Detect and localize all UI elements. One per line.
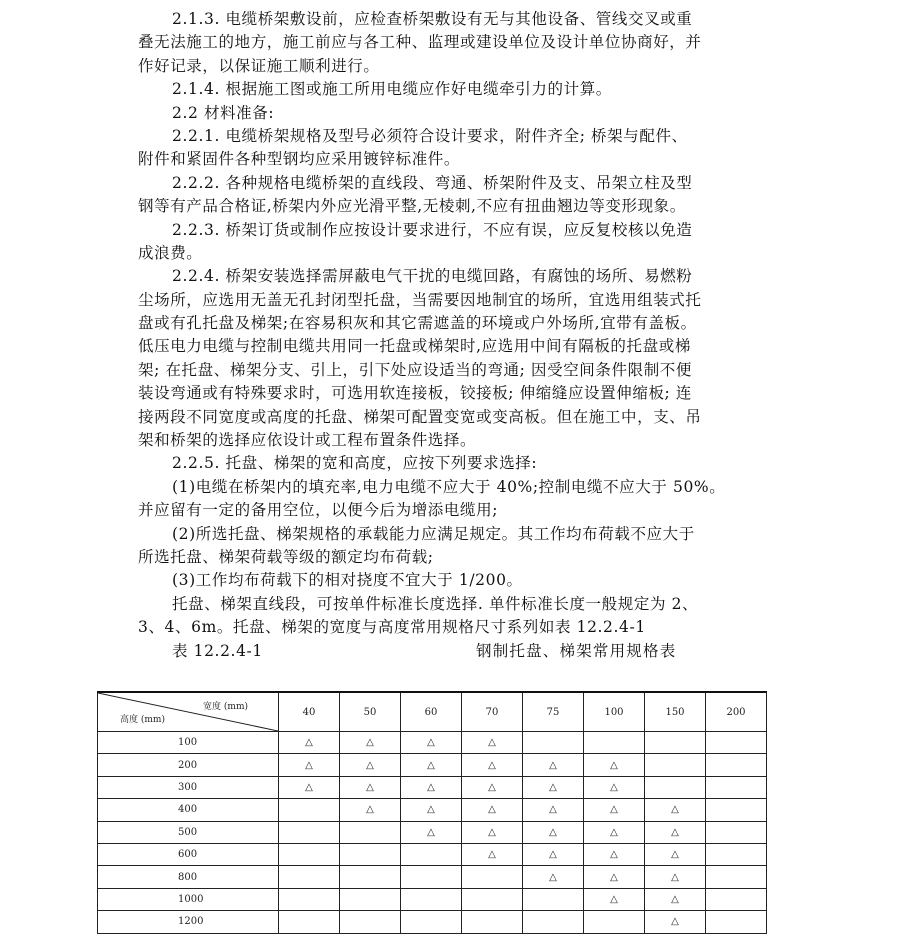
spec-cell (645, 732, 706, 754)
spec-cell: △ (523, 821, 584, 843)
spec-cell: △ (401, 754, 462, 776)
height-row-header: 200 (98, 754, 279, 776)
spec-cell (584, 732, 645, 754)
paragraph-line: 尘场所，应选用无盖无孔封闭型托盘，当需要因地制宜的场所，宜选用组装式托 (138, 290, 702, 309)
spec-cell: △ (523, 754, 584, 776)
spec-cell (462, 911, 523, 933)
height-row-header: 300 (98, 776, 279, 798)
table-row (98, 888, 767, 910)
table-title: 钢制托盘、梯架常用规格表 (476, 641, 677, 660)
spec-cell (340, 843, 401, 865)
spec-cell: △ (645, 866, 706, 888)
paragraph-line: 2.2.1. 电缆桥架规格及型号必须符合设计要求，附件齐全; 桥架与配件、 (172, 126, 688, 145)
spec-cell: △ (645, 888, 706, 910)
spec-cell (340, 911, 401, 933)
paragraph-line: 2.2.5. 托盘、梯架的宽和高度，应按下列要求选择: (172, 454, 538, 473)
width-column-header: 100 (584, 692, 645, 732)
table-row (98, 911, 767, 933)
paragraph-line: 架; 在托盘、梯架分支、引上，引下处应设适当的弯通; 因受空间条件限制不便 (138, 360, 693, 379)
height-row-header: 600 (98, 843, 279, 865)
spec-cell: △ (340, 776, 401, 798)
width-column-header: 40 (279, 692, 340, 732)
table-caption (138, 640, 778, 663)
spec-cell (401, 911, 462, 933)
spec-cell: △ (645, 821, 706, 843)
spec-cell (401, 888, 462, 910)
spec-cell: △ (523, 866, 584, 888)
width-column-header: 50 (340, 692, 401, 732)
spec-cell (340, 866, 401, 888)
spec-cell (279, 799, 340, 821)
spec-cell: △ (584, 843, 645, 865)
paragraph-line: 2.2.4. 桥架安装选择需屏蔽电气干扰的电缆回路，有腐蚀的场所、易燃粉 (172, 267, 693, 286)
spec-cell: △ (523, 843, 584, 865)
width-column-header: 150 (645, 692, 706, 732)
spec-cell (706, 843, 767, 865)
spec-cell: △ (584, 754, 645, 776)
spec-cell (706, 866, 767, 888)
spec-cell: △ (462, 843, 523, 865)
spec-cell: △ (279, 776, 340, 798)
paragraph-line: 托盘、梯架直线段，可按单件标准长度选择. 单件标准长度一般规定为 2、 (172, 594, 699, 613)
spec-cell (279, 911, 340, 933)
width-column-header: 70 (462, 692, 523, 732)
spec-cell (706, 821, 767, 843)
spec-cell (645, 754, 706, 776)
spec-cell: △ (279, 754, 340, 776)
spec-cell: △ (340, 754, 401, 776)
paragraph-line: 附件和紧固件各种型钢均应采用镀锌标准件。 (138, 150, 461, 169)
list-item: (2)所选托盘、梯架规格的承载能力应满足规定。其工作均布荷载不应大于 (172, 524, 695, 543)
paragraph-line: 作好记录，以保证施工顺利进行。 (138, 56, 380, 75)
spec-cell: △ (584, 866, 645, 888)
spec-cell (462, 888, 523, 910)
spec-cell (401, 866, 462, 888)
body-text (138, 8, 778, 663)
spec-cell: △ (584, 799, 645, 821)
spec-cell: △ (340, 799, 401, 821)
spec-cell: △ (340, 732, 401, 754)
spec-cell (340, 821, 401, 843)
spec-cell: △ (645, 799, 706, 821)
table-row (98, 799, 767, 821)
paragraph-line: 钢等有产品合格证,桥架内外应光滑平整,无棱刺,不应有扭曲翘边等变形现象。 (138, 197, 686, 216)
table-header-row (98, 692, 767, 732)
paragraph-line: 低压电力电缆与控制电缆共用同一托盘或梯架时,应选用中间有隔板的托盘或梯 (138, 337, 691, 356)
spec-cell: △ (401, 732, 462, 754)
table-row (98, 754, 767, 776)
spec-cell: △ (401, 821, 462, 843)
spec-cell (279, 843, 340, 865)
paragraph-line: 所选托盘、梯架荷载等级的额定均布荷载; (138, 547, 434, 566)
spec-table (97, 691, 767, 934)
paragraph-line: 盘或有孔托盘及梯架;在容易积灰和其它需遮盖的环境或户外场所,宜带有盖板。 (138, 314, 697, 333)
width-column-header: 75 (523, 692, 584, 732)
height-row-header: 100 (98, 732, 279, 754)
paragraph-line: 架和桥架的选择应依设计或工程布置条件选择。 (138, 431, 477, 450)
spec-cell (584, 911, 645, 933)
spec-cell: △ (462, 732, 523, 754)
height-header-label: 高度 (mm) (120, 715, 165, 725)
diagonal-header-cell (98, 692, 279, 732)
spec-cell (706, 754, 767, 776)
width-column-header: 200 (706, 692, 767, 732)
list-item: (3)工作均布荷载下的相对挠度不宜大于 1/200。 (172, 571, 523, 590)
height-row-header: 1000 (98, 888, 279, 910)
list-item: (1)电缆在桥架内的填充率,电力电缆不应大于 40%;控制电缆不应大于 50%。 (172, 477, 726, 496)
table-row (98, 843, 767, 865)
spec-cell (706, 799, 767, 821)
spec-cell (523, 732, 584, 754)
spec-cell (523, 888, 584, 910)
spec-cell: △ (279, 732, 340, 754)
paragraph-line: 2.2.2. 各种规格电缆桥架的直线段、弯通、桥架附件及支、吊架立柱及型 (172, 173, 693, 192)
spec-cell (279, 866, 340, 888)
spec-cell: △ (584, 776, 645, 798)
spec-cell: △ (645, 843, 706, 865)
width-header-label: 宽度 (mm) (203, 702, 248, 712)
spec-cell (706, 888, 767, 910)
spec-cell (279, 821, 340, 843)
spec-cell: △ (584, 888, 645, 910)
table-row (98, 776, 767, 798)
spec-cell: △ (401, 799, 462, 821)
paragraph-line: 2.1.3. 电缆桥架敷设前，应检查桥架敷设有无与其他设备、管线交叉或重 (172, 10, 693, 28)
spec-cell (706, 732, 767, 754)
spec-cell (279, 888, 340, 910)
table-body (98, 732, 767, 934)
height-row-header: 1200 (98, 911, 279, 933)
paragraph-line: 3、4、6m。托盘、梯架的宽度与高度常用规格尺寸系列如表 12.2.4-1 (138, 618, 646, 637)
spec-cell (523, 911, 584, 933)
spec-cell: △ (462, 754, 523, 776)
table-row (98, 732, 767, 754)
paragraph-line: 并应留有一定的备用空位，以便今后为增添电缆用; (138, 501, 499, 520)
spec-cell: △ (401, 776, 462, 798)
spec-cell: △ (523, 776, 584, 798)
table-number: 表 12.2.4-1 (172, 641, 263, 660)
spec-cell: △ (645, 911, 706, 933)
spec-cell: △ (462, 776, 523, 798)
paragraph-line: 装设弯通或有特殊要求时，可选用软连接板，铰接板; 伸缩缝应设置伸缩板; 连 (138, 384, 693, 403)
height-row-header: 800 (98, 866, 279, 888)
spec-cell (462, 866, 523, 888)
paragraph-line: 叠无法施工的地方，施工前应与各工种、监理或建设单位及设计单位协商好，并 (138, 33, 702, 52)
spec-cell: △ (523, 799, 584, 821)
height-row-header: 500 (98, 821, 279, 843)
table-row (98, 866, 767, 888)
height-row-header: 400 (98, 799, 279, 821)
spec-cell: △ (584, 821, 645, 843)
table-row (98, 821, 767, 843)
spec-cell (401, 843, 462, 865)
width-column-header: 60 (401, 692, 462, 732)
paragraph-line: 2.2.3. 桥架订货或制作应按设计要求进行，不应有误，应反复校核以免造 (172, 220, 693, 239)
section-heading: 2.2 材料准备: (172, 103, 275, 122)
paragraph-line: 成浪费。 (138, 243, 203, 262)
spec-cell: △ (462, 799, 523, 821)
spec-cell (706, 776, 767, 798)
spec-cell: △ (462, 821, 523, 843)
spec-cell (340, 888, 401, 910)
paragraph-line: 接两段不同宽度或高度的托盘、梯架可配置变宽或变高板。但在施工中，支、吊 (138, 407, 702, 426)
spec-cell (645, 776, 706, 798)
spec-cell (706, 911, 767, 933)
paragraph-line: 2.1.4. 根据施工图或施工所用电缆应作好电缆牵引力的计算。 (172, 80, 612, 99)
